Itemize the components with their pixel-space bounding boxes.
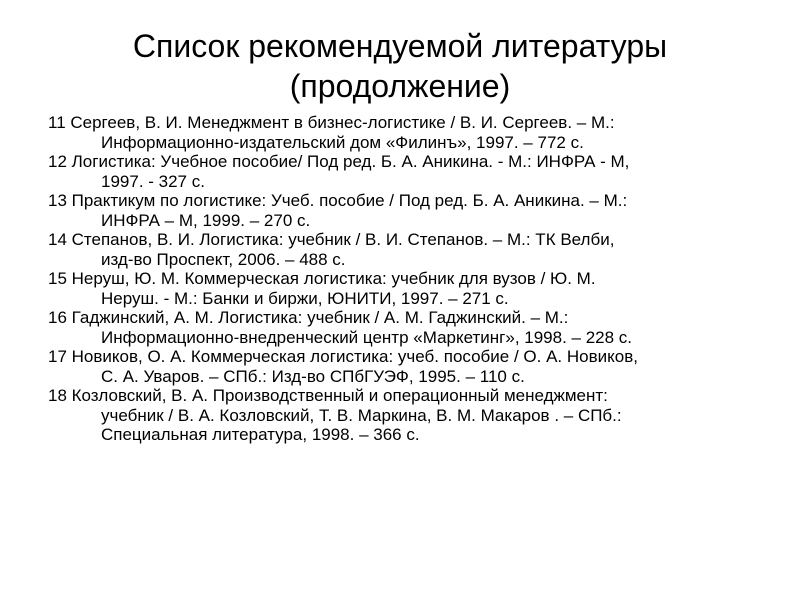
reference-text: 13 Практикум по логистике: Учеб. пособие / Под ред. Б. А. Аникина. – М.: bbox=[48, 191, 628, 210]
reference-text: 15 Неруш, Ю. М. Коммерческая логистика: учебник для вузов / Ю. М. bbox=[48, 269, 596, 288]
reference-text: 12 Логистика: Учебное пособие/ Под ред. Б. А. Аникина. - М.: ИНФРА - М, bbox=[48, 152, 630, 171]
reference-text: 16 Гаджинский, А. М. Логистика: учебник / А. М. Гаджинский. – М.: bbox=[48, 308, 569, 327]
reference-item bbox=[48, 308, 760, 347]
reference-text: 18 Козловский, В. А. Производственный и операционный менеджмент: bbox=[48, 386, 608, 405]
reference-item bbox=[48, 347, 760, 386]
reference-text: Информационно-издательский дом «Филинъ», 1997. – 772 с. bbox=[101, 132, 584, 152]
reference-item bbox=[48, 230, 760, 269]
reference-text: Неруш. - М.: Банки и биржи, ЮНИТИ, 1997. – 271 с. bbox=[101, 288, 509, 308]
reference-text: 1997. - 327 с. bbox=[101, 171, 205, 191]
reference-item bbox=[48, 113, 760, 152]
reference-item bbox=[48, 191, 760, 230]
title-line-1: Список рекомендуемой литературы bbox=[132, 28, 668, 64]
reference-text: 11 Сергеев, В. И. Менеджмент в бизнес-логистике / В. И. Сергеев. – М.: bbox=[48, 113, 615, 132]
reference-text: ИНФРА – М, 1999. – 270 с. bbox=[101, 210, 311, 230]
reference-item bbox=[48, 386, 760, 445]
reference-item bbox=[48, 269, 760, 308]
reference-text: изд-во Проспект, 2006. – 488 с. bbox=[101, 249, 346, 269]
reference-text: Информационно-внедренческий центр «Маркетинг», 1998. – 228 с. bbox=[101, 327, 633, 347]
reference-text: Специальная литература, 1998. – 366 с. bbox=[101, 425, 420, 444]
reference-text: С. А. Уваров. – СПб.: Изд-во СПбГУЭФ, 1995. – 110 с. bbox=[101, 366, 525, 386]
reference-text: учебник / В. А. Козловский, Т. В. Маркина, В. М. Макаров . – СПб.: bbox=[101, 405, 622, 425]
reference-text: 14 Степанов, В. И. Логистика: учебник / В. И. Степанов. – М.: ТК Велби, bbox=[48, 230, 615, 249]
page-title bbox=[40, 26, 760, 106]
reference-list bbox=[48, 113, 760, 445]
title-line-2: (продолжение) bbox=[289, 68, 511, 104]
reference-text: 17 Новиков, О. А. Коммерческая логистика: учеб. пособие / О. А. Новиков, bbox=[48, 347, 638, 366]
reference-item bbox=[48, 152, 760, 191]
